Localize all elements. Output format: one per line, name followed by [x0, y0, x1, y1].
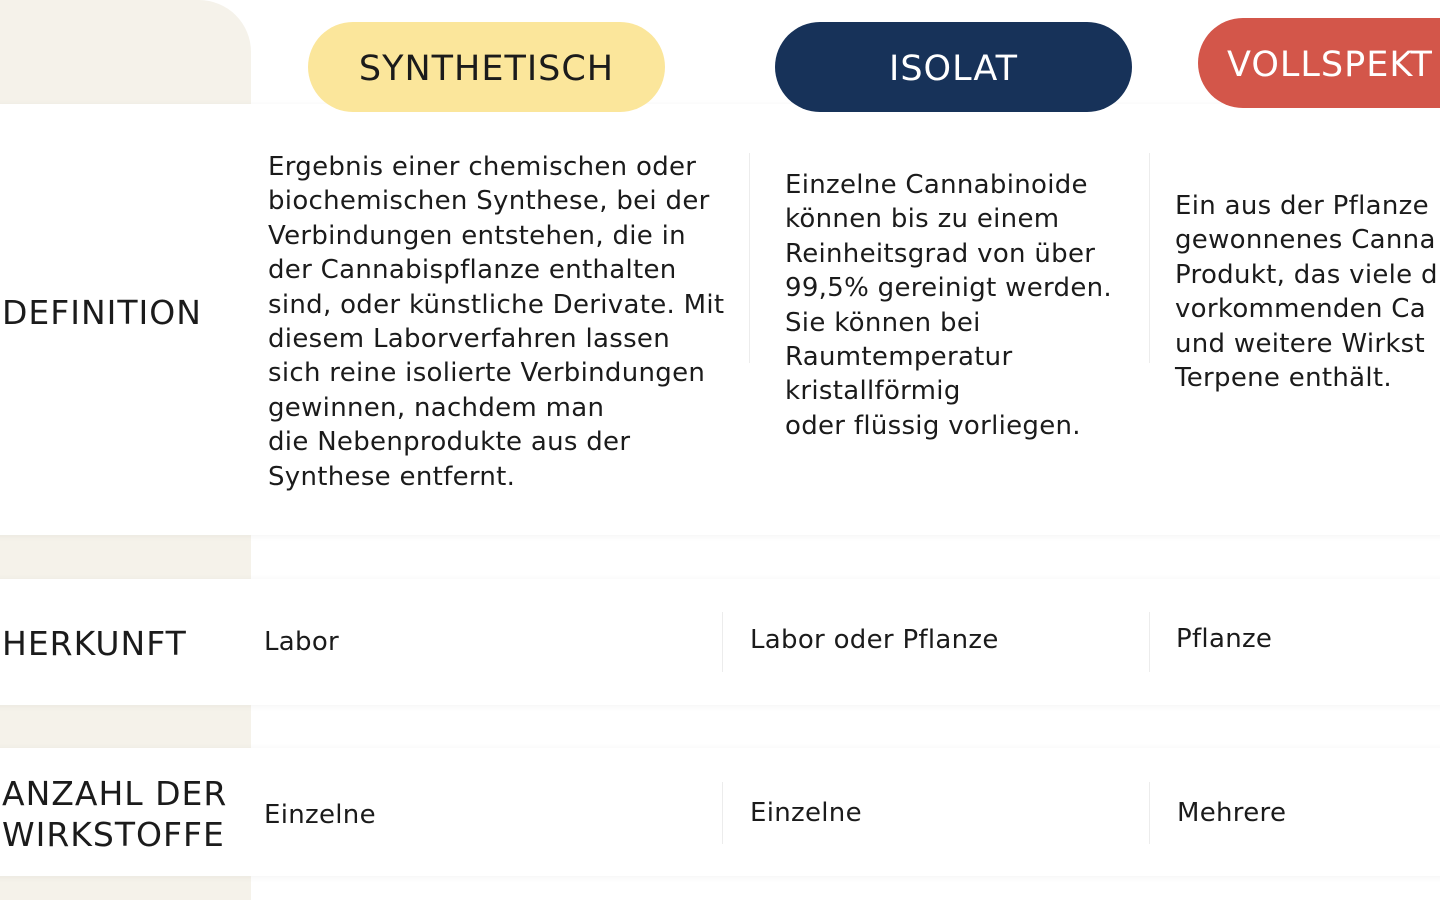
column-divider	[1149, 612, 1150, 672]
header-synthetisch-label: SYNTHETISCH	[358, 49, 615, 89]
anzahl-synthetisch-value: Einzelne	[264, 800, 376, 830]
header-isolat	[775, 22, 1132, 112]
column-divider	[722, 612, 723, 672]
anzahl-label-line2: WIRKSTOFFE	[2, 815, 225, 854]
column-divider	[1149, 153, 1150, 363]
definition-label: DEFINITION	[2, 293, 202, 332]
anzahl-vollspektrum-value: Mehrere	[1177, 798, 1287, 828]
anzahl-isolat-value: Einzelne	[750, 798, 862, 828]
header-vollspektrum	[1198, 18, 1440, 108]
anzahl-label-line1: ANZAHL DER	[2, 774, 228, 813]
column-divider	[1149, 782, 1150, 844]
header-synthetisch	[308, 22, 665, 112]
herkunft-label: HERKUNFT	[2, 624, 187, 663]
herkunft-synthetisch-value: Labor	[264, 627, 340, 657]
column-divider	[749, 153, 750, 363]
definition-isolat-text: Einzelne Cannabinoide können bis zu einem Reinheitsgrad von über 99,5% gereinigt werden. Sie können bei Raumtemperatur kristallförmig oder flüssig vorliegen.	[785, 170, 1112, 441]
definition-synthetisch-text: Ergebnis einer chemischen oder biochemischen Synthese, bei der Verbindungen entstehen, die in der Cannabispflanze enthalten sind, oder künstliche Derivate. Mit diesem Laborverfahren lassen sich reine isolierte Verbindungen gewinnen, nachdem man die Nebenprodukte aus der Synthese entfernt.	[268, 152, 725, 492]
definition-vollspektrum-text: Ein aus der Pflanze gewonnenes Canna Produkt, das viele d vorkommenden Ca und weitere Wirkst Terpene enthält.	[1175, 191, 1438, 394]
column-divider	[722, 782, 723, 844]
header-vollspektrum-label: VOLLSPEKT	[1227, 45, 1433, 85]
herkunft-isolat-value: Labor oder Pflanze	[750, 625, 999, 655]
header-isolat-label: ISOLAT	[889, 49, 1018, 89]
herkunft-vollspektrum-value: Pflanze	[1176, 624, 1273, 654]
